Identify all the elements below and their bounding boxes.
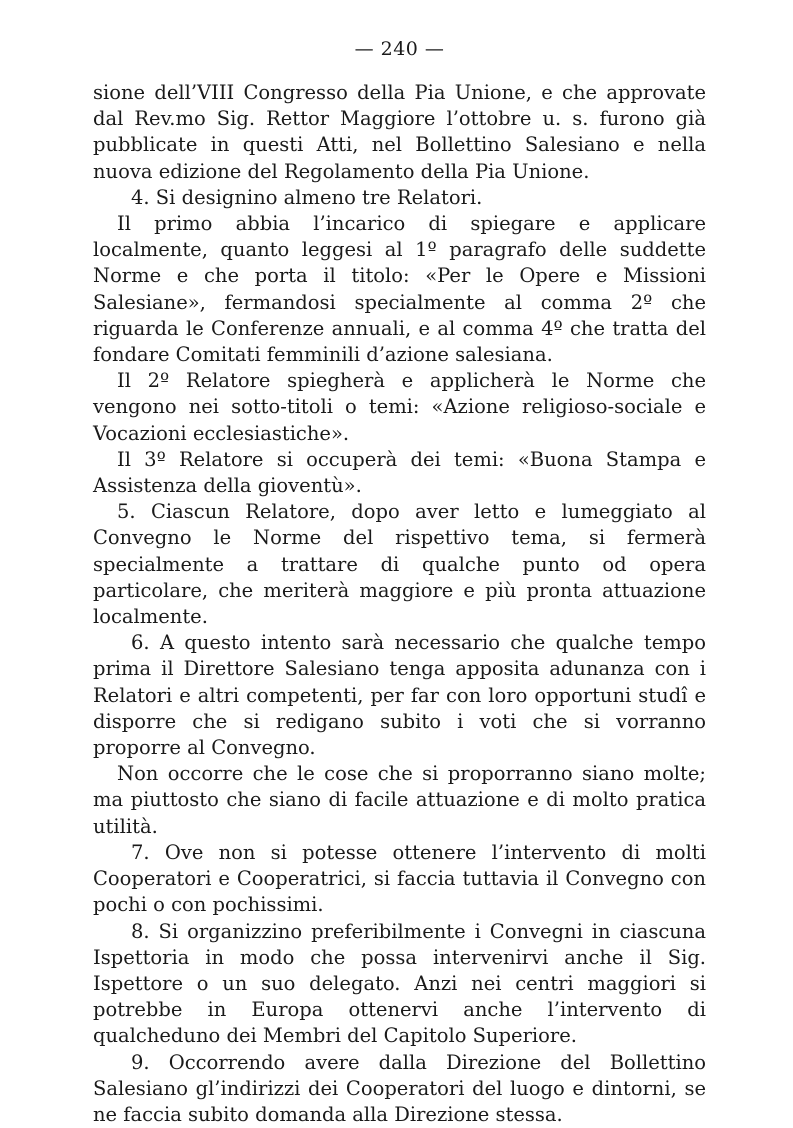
body-text bbox=[93, 80, 706, 1128]
paragraph-first-relator: Il primo abbia l’incarico di spiegare e applicare localmente, quanto leggesi al 1º paragrafo delle suddette Norme e che porta il titolo: «Per le Opere e Missioni Salesiane», fermandosi specialmente al comma 2º che riguarda le Conferenze annuali, e al comma 4º che tratta del fondare Comitati femminili d’azione salesiana. bbox=[93, 212, 706, 367]
paragraph-item-6: 6. A questo intento sarà necessario che qualche tempo prima il Direttore Salesiano tenga apposita adunanza con i Relatori e altri competenti, per far con loro opportuni studî e disporre che si redigano subito i voti che si vorranno proporre al Convegno. bbox=[93, 631, 706, 760]
paragraph-third-relator: Il 3º Relatore si occuperà dei temi: «Buona Stampa e Assistenza della gioventù». bbox=[93, 447, 706, 498]
paragraph-item-7: 7. Ove non si potesse ottenere l’intervento di molti Cooperatori e Cooperatrici, si faccia tuttavia il Convegno con pochi o con pochissimi. bbox=[93, 840, 706, 917]
paragraph-not-necessary: Non occorre che le cose che si proporranno siano molte; ma piuttosto che siano di facile attuazione e di molto pratica utilità. bbox=[93, 762, 706, 838]
paragraph-item-8: 8. Si organizzino preferibilmente i Convegni in ciascuna Ispettoria in modo che possa intervenirvi anche il Sig. Ispettore o un suo delegato. Anzi nei centri maggiori si potrebbe in Europa ottenervi anche l’intervento di qualcheduno dei Membri del Capitolo Superiore. bbox=[93, 919, 706, 1048]
paragraph-continuation: sione dell’VIII Congresso della Pia Unione, e che approvate dal Rev.mo Sig. Rettor Maggiore l’ottobre u. s. furono già pubblicate in questi Atti, nel Bollettino Salesiano e nella nuova edizione del Regolamento della Pia Unione. bbox=[93, 81, 706, 183]
paragraph-item-5: 5. Ciascun Relatore, dopo aver letto e lumeggiato al Convegno le Norme del rispettivo tema, si fermerà specialmente a trattare di qualche punto od opera particolare, che meriterà maggiore e più pronta attuazione localmente. bbox=[93, 500, 706, 629]
page-number: — 240 — bbox=[354, 38, 445, 60]
paragraph-second-relator: Il 2º Relatore spiegherà e applicherà le Norme che vengono nei sotto-titoli o temi: «Azione religioso-sociale e Vocazioni ecclesiastiche». bbox=[93, 369, 706, 445]
paragraph-item-9: 9. Occorrendo avere dalla Direzione del Bollettino Salesiano gl’indirizzi dei Cooperatori del luogo e dintorni, se ne faccia subito domanda alla Direzione stessa. bbox=[93, 1050, 706, 1126]
paragraph-item-4: 4. Si designino almeno tre Relatori. bbox=[131, 185, 483, 209]
document-page bbox=[93, 36, 706, 1128]
